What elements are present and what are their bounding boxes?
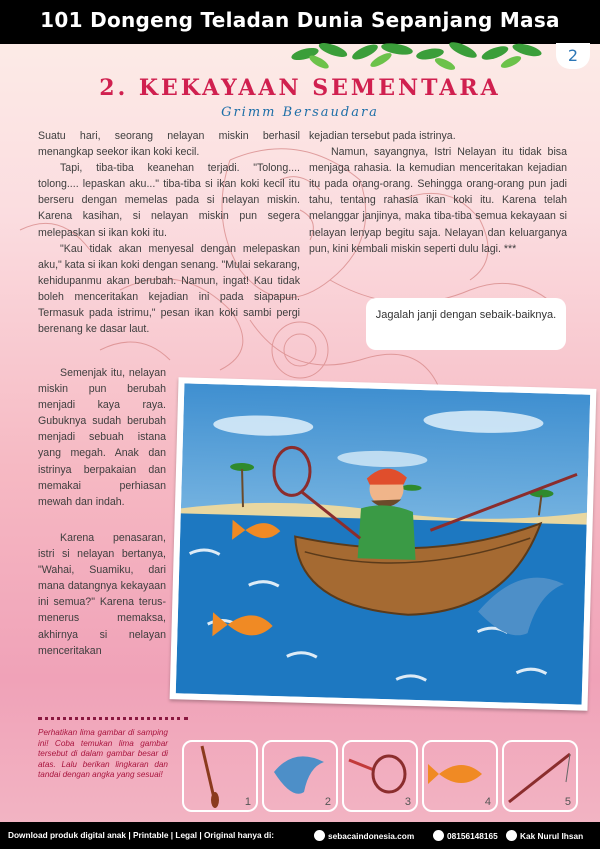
story-column-2 [309,128,567,257]
paragraph: Namun, sayangnya, Istri Nelayan itu tidak bisa menjaga rahasia. Ia kemudian menceritakan kejadian itu pada orang-orang. Sehingga orang-orang pun jadi tahu, tentang rahasia ikan koki itu. Karena telah melanggar janjinya, maka tiba-tiba semua kekayaan si nelayan lenyap begitu saja. Nelayan dan keluarganya pun, kini kembali miskin seperti dulu lagi. *** [309,146,567,255]
activity-item-number: 1 [244,796,251,808]
activity-item-box[interactable] [262,740,338,812]
paragraph: "Kau tidak akan menyesal dengan melepaskan aku," kata si ikan koki dengan senang. "Mulai sekarang, kehidupanmu akan berubah. Namun, ingat! Kau tidak boleh menceritakan kejadian ini pada siapapun. Termasuk pada istrimu," pesan ikan koki sambi pergi berenang ke dasar laut. [38,242,300,336]
paragraph: Semenjak itu, nelayan miskin pun berubah menjadi kaya raya. Gubuknya sudah berubah menjadi sebuah istana yang megah. Anak dan istrinya berpakaian dan memakai perhiasan mewah dan indah. [38,367,166,508]
activity-items [182,740,577,810]
paragraph: Tapi, tiba-tiba keanehan terjadi. "Tolong.... tolong.... lepaskan aku..." tiba-tiba si ikan koki kecil itu berseru dengan memelas pada si nelayan miskin. Karena kasihan, si nelayan miskin pun segera melepaskan si ikan koki itu. [38,162,300,239]
footer-download-text: Download produk digital anak | Printable | Legal | Original hanya di: [8,830,275,840]
activity-item-box[interactable] [422,740,498,812]
activity-item-box[interactable] [502,740,578,812]
activity-item-box[interactable] [182,740,258,812]
whatsapp-icon [433,830,444,841]
activity-item-number: 5 [564,796,571,808]
website-icon [314,830,325,841]
footer-phone: 08156148165 [433,830,498,841]
footer-credit: Kak Nurul Ihsan [506,830,583,841]
fisherman-illustration [176,383,590,704]
story-column-1c [38,530,166,659]
paragraph: Suatu hari, seorang nelayan miskin berhasil menangkap seekor ikan koki kecil. [38,130,300,159]
story-column-1 [38,128,300,337]
story-column-1b [38,365,166,510]
page-number: 2 [556,43,590,69]
dotted-divider [38,717,188,720]
story-illustration-frame [170,377,597,711]
footer-website[interactable]: sebacaindonesia.com [314,830,414,841]
activity-item-number: 3 [404,796,411,808]
story-author: Grimm Bersaudara [221,105,379,120]
footer-bar [0,822,600,849]
activity-item-box[interactable] [342,740,418,812]
activity-item-number: 2 [324,796,331,808]
activity-item-number: 4 [484,796,491,808]
paragraph: kejadian tersebut pada istrinya. [309,130,456,142]
author-logo-icon [506,830,517,841]
book-title: 101 Dongeng Teladan Dunia Sepanjang Masa [40,8,560,32]
story-title: 2. KEKAYAAN SEMENTARA [99,75,501,101]
moral-box: Jagalah janji dengan sebaik-baiknya. [366,298,566,350]
activity-instruction: Perhatikan lima gambar di samping ini! Coba temukan lima gambar tersebut di dalam gambar besar di atas. Lalu berikan lingkaran dan tandai dengan angka yang sesuai! [38,728,168,779]
paragraph: Karena penasaran, istri si nelayan bertanya, "Wahai, Suamiku, dari mana datangnya kekayaan ini semua?" Karena terus-menerus memaksa, akhirnya si nelayan menceritakan [38,532,166,657]
